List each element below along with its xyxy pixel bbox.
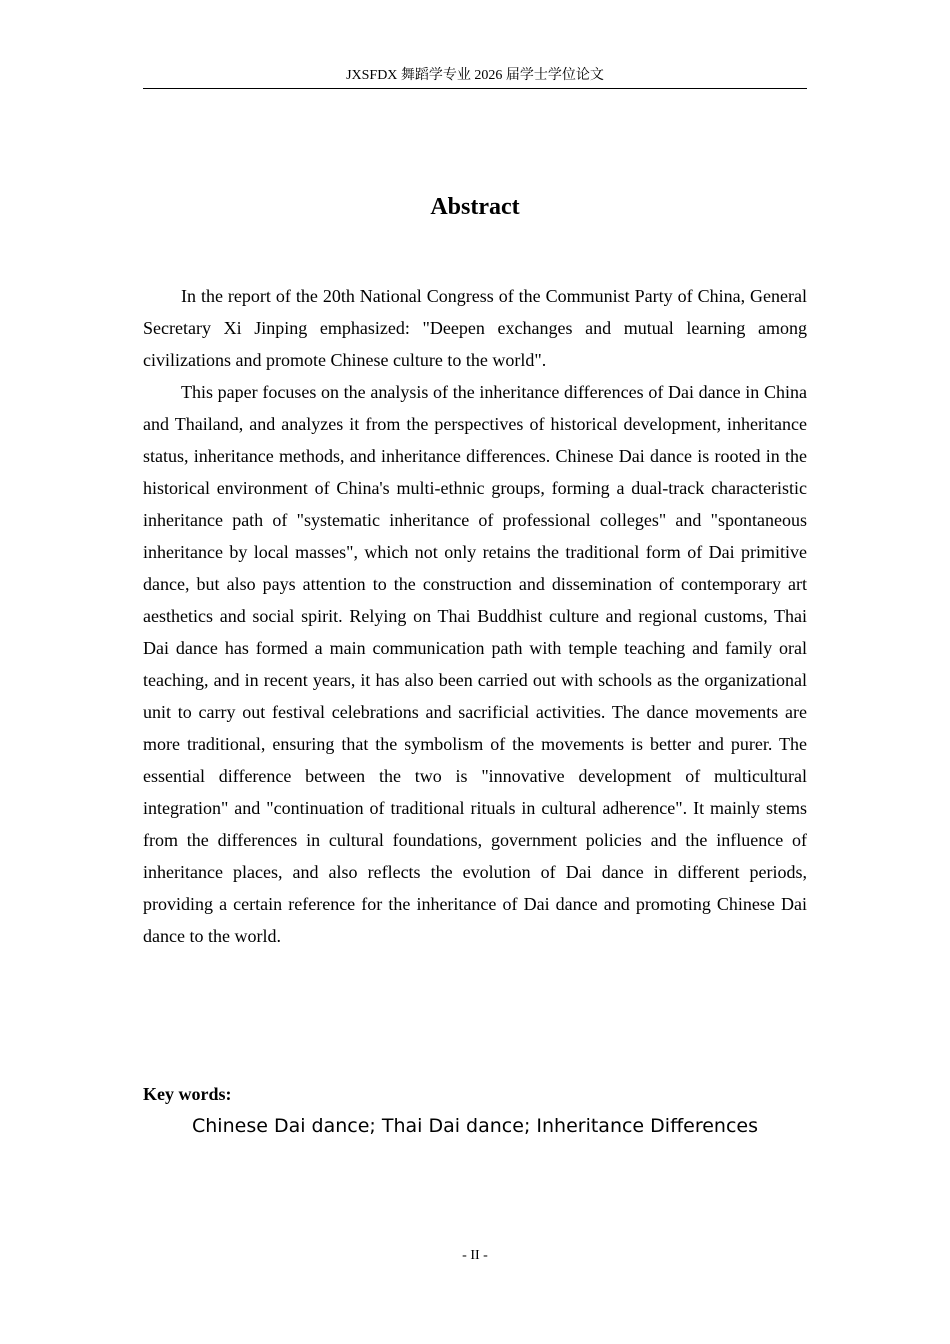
keywords-values: Chinese Dai dance; Thai Dai dance; Inheritance Differences: [192, 1115, 759, 1137]
abstract-paragraph-2: This paper focuses on the analysis of the inheritance differences of Dai dance in China and Thailand, and analyzes it from the perspectives of historical development, inheritance status, inheritance methods, and inheritance differences. Chinese Dai dance is rooted in the historical environment of China's multi-ethnic groups, forming a dual-track characteristic inheritance path of "systematic inheritance of professional colleges" and "spontaneous inheritance by local masses", which not only retains the traditional form of Dai primitive dance, but also pays attention to the construction and dissemination of contemporary art aesthetics and social spirit. Relying on Thai Buddhist culture and regional customs, Thai Dai dance has formed a main communication path with temple teaching and family oral teaching, and in recent years, it has also been carried out with schools as the organizational unit to carry out festival celebrations and sacrificial activities. The dance movements are more traditional, ensuring that the symbolism of the movements is better and purer. The essential difference between the two is "innovative development of multicultural integration" and "continuation of traditional rituals in cultural adherence". It mainly stems from the differences in cultural foundations, government policies and the influence of inheritance places, and also reflects the evolution of Dai dance in different periods, providing a certain reference for the inheritance of Dai dance and promoting Chinese Dai dance to the world.: [143, 382, 807, 946]
abstract-title: Abstract: [430, 194, 520, 220]
page-header: JXSFDX 舞蹈学专业 2026 届学士学位论文: [143, 66, 807, 89]
page-number: - II -: [462, 1248, 488, 1263]
abstract-body: [143, 280, 807, 952]
keywords-label: Key words:: [143, 1084, 232, 1104]
abstract-paragraph-1: In the report of the 20th National Congress of the Communist Party of China, General Secretary Xi Jinping emphasized: "Deepen exchanges and mutual learning among civilizations and promote Chinese culture to the world".: [143, 286, 807, 370]
